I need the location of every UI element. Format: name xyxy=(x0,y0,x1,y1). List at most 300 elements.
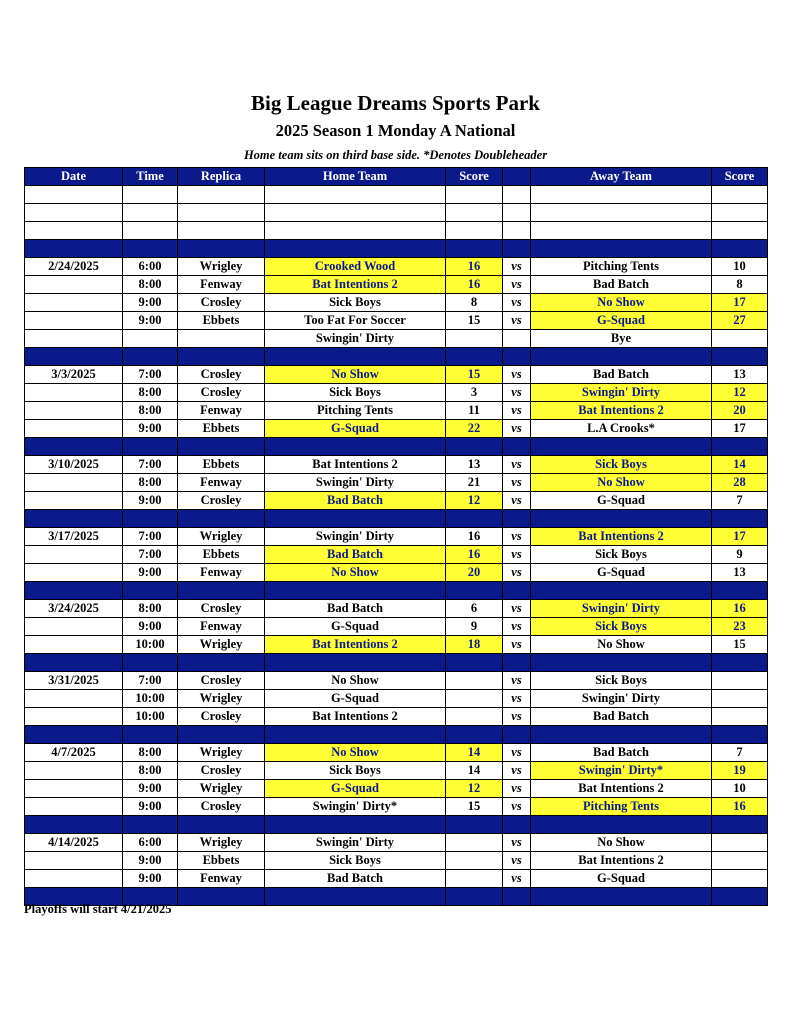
away-team-cell: Swingin' Dirty xyxy=(531,600,712,618)
vs-cell: vs xyxy=(503,492,531,510)
home-score-cell: 14 xyxy=(446,762,503,780)
date-cell xyxy=(25,330,123,348)
replica-cell: Crosley xyxy=(178,708,265,726)
vs-cell: vs xyxy=(503,600,531,618)
replica-cell: Crosley xyxy=(178,600,265,618)
blank-cell xyxy=(265,222,446,240)
blank-cell xyxy=(712,186,768,204)
separator-cell xyxy=(178,240,265,258)
separator-cell xyxy=(503,726,531,744)
away-score-cell: 19 xyxy=(712,762,768,780)
separator-cell xyxy=(712,816,768,834)
separator-cell xyxy=(531,510,712,528)
time-cell: 7:00 xyxy=(123,456,178,474)
header-home-team: Home Team xyxy=(265,168,446,186)
separator-cell xyxy=(503,510,531,528)
vs-cell: vs xyxy=(503,474,531,492)
home-score-cell xyxy=(446,834,503,852)
separator-cell xyxy=(446,654,503,672)
blank-cell xyxy=(712,222,768,240)
away-score-cell xyxy=(712,852,768,870)
away-team-cell: Sick Boys xyxy=(531,618,712,636)
away-team-cell: Swingin' Dirty xyxy=(531,384,712,402)
blank-cell xyxy=(123,222,178,240)
date-cell xyxy=(25,798,123,816)
time-cell: 9:00 xyxy=(123,852,178,870)
replica-cell: Ebbets xyxy=(178,312,265,330)
date-cell xyxy=(25,384,123,402)
game-row xyxy=(25,474,768,492)
away-team-cell: L.A Crooks* xyxy=(531,420,712,438)
replica-cell: Ebbets xyxy=(178,546,265,564)
replica-cell: Wrigley xyxy=(178,744,265,762)
separator-cell xyxy=(178,510,265,528)
vs-cell: vs xyxy=(503,384,531,402)
separator-cell xyxy=(123,510,178,528)
replica-cell: Fenway xyxy=(178,474,265,492)
away-score-cell: 27 xyxy=(712,312,768,330)
replica-cell: Crosley xyxy=(178,366,265,384)
home-team-cell: Bad Batch xyxy=(265,546,446,564)
replica-cell: Wrigley xyxy=(178,636,265,654)
header-row xyxy=(25,168,768,186)
separator-cell xyxy=(712,348,768,366)
away-team-cell: Swingin' Dirty xyxy=(531,690,712,708)
away-team-cell: Bat Intentions 2 xyxy=(531,528,712,546)
separator-cell xyxy=(503,582,531,600)
away-team-cell: Bad Batch xyxy=(531,708,712,726)
separator-row xyxy=(25,438,768,456)
blank-row xyxy=(25,186,768,204)
replica-cell: Ebbets xyxy=(178,456,265,474)
away-team-cell: Swingin' Dirty* xyxy=(531,762,712,780)
separator-cell xyxy=(265,510,446,528)
separator-cell xyxy=(531,816,712,834)
away-score-cell: 7 xyxy=(712,492,768,510)
blank-row xyxy=(25,222,768,240)
vs-cell: vs xyxy=(503,762,531,780)
home-team-cell: Bat Intentions 2 xyxy=(265,708,446,726)
game-row xyxy=(25,420,768,438)
time-cell: 9:00 xyxy=(123,294,178,312)
header-date: Date xyxy=(25,168,123,186)
away-score-cell: 16 xyxy=(712,600,768,618)
footer-note: Playoffs will start 4/21/2025 xyxy=(24,902,172,916)
schedule-body xyxy=(25,186,768,906)
blank-cell xyxy=(123,204,178,222)
separator-cell xyxy=(712,888,768,906)
replica-cell: Fenway xyxy=(178,402,265,420)
away-team-cell: Bat Intentions 2 xyxy=(531,402,712,420)
time-cell: 9:00 xyxy=(123,312,178,330)
home-team-cell: Bat Intentions 2 xyxy=(265,276,446,294)
separator-cell xyxy=(446,582,503,600)
separator-cell xyxy=(123,654,178,672)
vs-cell: vs xyxy=(503,690,531,708)
game-row xyxy=(25,762,768,780)
game-row xyxy=(25,780,768,798)
home-score-cell: 21 xyxy=(446,474,503,492)
away-team-cell: Bye xyxy=(531,330,712,348)
separator-cell xyxy=(123,438,178,456)
replica-cell: Fenway xyxy=(178,276,265,294)
game-row xyxy=(25,600,768,618)
date-cell xyxy=(25,492,123,510)
time-cell: 6:00 xyxy=(123,834,178,852)
separator-cell xyxy=(712,582,768,600)
home-score-cell: 16 xyxy=(446,276,503,294)
away-team-cell: Bat Intentions 2 xyxy=(531,852,712,870)
separator-cell xyxy=(25,438,123,456)
away-team-cell: Bad Batch xyxy=(531,276,712,294)
home-score-cell: 9 xyxy=(446,618,503,636)
game-row xyxy=(25,330,768,348)
vs-cell: vs xyxy=(503,276,531,294)
replica-cell xyxy=(178,330,265,348)
away-score-cell: 10 xyxy=(712,258,768,276)
away-score-cell xyxy=(712,330,768,348)
header-home-score: Score xyxy=(446,168,503,186)
home-team-cell: No Show xyxy=(265,366,446,384)
vs-cell: vs xyxy=(503,258,531,276)
home-team-cell: Bad Batch xyxy=(265,492,446,510)
game-row xyxy=(25,312,768,330)
replica-cell: Crosley xyxy=(178,762,265,780)
game-row xyxy=(25,834,768,852)
separator-cell xyxy=(531,654,712,672)
home-team-cell: G-Squad xyxy=(265,780,446,798)
date-cell: 4/7/2025 xyxy=(25,744,123,762)
date-cell xyxy=(25,762,123,780)
game-row xyxy=(25,564,768,582)
replica-cell: Crosley xyxy=(178,798,265,816)
time-cell: 9:00 xyxy=(123,870,178,888)
vs-cell: vs xyxy=(503,546,531,564)
blank-cell xyxy=(446,222,503,240)
blank-cell xyxy=(503,186,531,204)
vs-cell: vs xyxy=(503,456,531,474)
separator-cell xyxy=(25,582,123,600)
away-score-cell: 14 xyxy=(712,456,768,474)
time-cell: 9:00 xyxy=(123,492,178,510)
home-score-cell: 8 xyxy=(446,294,503,312)
separator-cell xyxy=(25,654,123,672)
away-score-cell: 9 xyxy=(712,546,768,564)
blank-cell xyxy=(265,186,446,204)
vs-cell: vs xyxy=(503,564,531,582)
separator-cell xyxy=(178,726,265,744)
home-team-cell: Swingin' Dirty xyxy=(265,474,446,492)
game-row xyxy=(25,798,768,816)
time-cell: 8:00 xyxy=(123,762,178,780)
separator-cell xyxy=(446,888,503,906)
away-score-cell: 17 xyxy=(712,420,768,438)
game-row xyxy=(25,402,768,420)
time-cell: 7:00 xyxy=(123,366,178,384)
separator-cell xyxy=(25,348,123,366)
separator-cell xyxy=(265,438,446,456)
game-row xyxy=(25,258,768,276)
game-row xyxy=(25,852,768,870)
blank-row xyxy=(25,204,768,222)
separator-cell xyxy=(25,816,123,834)
date-cell xyxy=(25,852,123,870)
separator-cell xyxy=(123,582,178,600)
time-cell: 8:00 xyxy=(123,384,178,402)
separator-cell xyxy=(123,348,178,366)
away-score-cell: 20 xyxy=(712,402,768,420)
replica-cell: Wrigley xyxy=(178,780,265,798)
away-team-cell: G-Squad xyxy=(531,492,712,510)
vs-cell: vs xyxy=(503,636,531,654)
date-cell: 4/14/2025 xyxy=(25,834,123,852)
separator-row xyxy=(25,510,768,528)
time-cell xyxy=(123,330,178,348)
separator-cell xyxy=(503,888,531,906)
separator-cell xyxy=(531,240,712,258)
blank-cell xyxy=(531,186,712,204)
blank-cell xyxy=(25,222,123,240)
separator-cell xyxy=(178,348,265,366)
page-note: Home team sits on third base side. *Denotes Doubleheader xyxy=(243,148,548,162)
replica-cell: Crosley xyxy=(178,384,265,402)
away-score-cell: 8 xyxy=(712,276,768,294)
home-team-cell: Swingin' Dirty* xyxy=(265,798,446,816)
home-score-cell: 13 xyxy=(446,456,503,474)
away-team-cell: Sick Boys xyxy=(531,456,712,474)
vs-cell: vs xyxy=(503,366,531,384)
time-cell: 7:00 xyxy=(123,546,178,564)
blank-cell xyxy=(123,186,178,204)
game-row xyxy=(25,744,768,762)
separator-cell xyxy=(178,816,265,834)
separator-cell xyxy=(178,888,265,906)
header-time: Time xyxy=(123,168,178,186)
separator-cell xyxy=(265,582,446,600)
game-row xyxy=(25,618,768,636)
away-score-cell: 23 xyxy=(712,618,768,636)
away-score-cell: 16 xyxy=(712,798,768,816)
away-team-cell: Bad Batch xyxy=(531,744,712,762)
home-score-cell xyxy=(446,852,503,870)
time-cell: 10:00 xyxy=(123,708,178,726)
away-team-cell: No Show xyxy=(531,474,712,492)
time-cell: 8:00 xyxy=(123,402,178,420)
date-cell: 3/31/2025 xyxy=(25,672,123,690)
vs-cell: vs xyxy=(503,618,531,636)
vs-cell: vs xyxy=(503,312,531,330)
home-team-cell: Bat Intentions 2 xyxy=(265,636,446,654)
time-cell: 7:00 xyxy=(123,528,178,546)
date-cell xyxy=(25,474,123,492)
separator-cell xyxy=(712,438,768,456)
vs-cell xyxy=(503,330,531,348)
separator-cell xyxy=(446,348,503,366)
home-team-cell: G-Squad xyxy=(265,690,446,708)
vs-cell: vs xyxy=(503,834,531,852)
away-team-cell: Bad Batch xyxy=(531,366,712,384)
time-cell: 9:00 xyxy=(123,564,178,582)
separator-cell xyxy=(712,510,768,528)
blank-cell xyxy=(178,204,265,222)
blank-cell xyxy=(531,222,712,240)
away-score-cell xyxy=(712,834,768,852)
away-score-cell xyxy=(712,870,768,888)
away-team-cell: Pitching Tents xyxy=(531,798,712,816)
separator-cell xyxy=(712,240,768,258)
date-cell xyxy=(25,618,123,636)
home-team-cell: Sick Boys xyxy=(265,762,446,780)
home-score-cell: 16 xyxy=(446,528,503,546)
home-team-cell: Sick Boys xyxy=(265,852,446,870)
vs-cell: vs xyxy=(503,870,531,888)
separator-cell xyxy=(265,888,446,906)
separator-cell xyxy=(178,654,265,672)
time-cell: 8:00 xyxy=(123,276,178,294)
away-score-cell: 10 xyxy=(712,780,768,798)
separator-row xyxy=(25,816,768,834)
separator-cell xyxy=(265,816,446,834)
away-score-cell: 28 xyxy=(712,474,768,492)
home-team-cell: No Show xyxy=(265,744,446,762)
separator-cell xyxy=(712,726,768,744)
away-team-cell: G-Squad xyxy=(531,870,712,888)
home-score-cell: 14 xyxy=(446,744,503,762)
separator-row xyxy=(25,582,768,600)
home-team-cell: Swingin' Dirty xyxy=(265,330,446,348)
game-row xyxy=(25,708,768,726)
away-score-cell: 13 xyxy=(712,564,768,582)
separator-cell xyxy=(446,510,503,528)
separator-cell xyxy=(531,438,712,456)
separator-cell xyxy=(531,348,712,366)
vs-cell: vs xyxy=(503,798,531,816)
vs-cell: vs xyxy=(503,708,531,726)
time-cell: 9:00 xyxy=(123,420,178,438)
away-score-cell: 15 xyxy=(712,636,768,654)
away-score-cell: 7 xyxy=(712,744,768,762)
separator-cell xyxy=(25,510,123,528)
date-cell: 3/10/2025 xyxy=(25,456,123,474)
home-score-cell xyxy=(446,690,503,708)
separator-cell xyxy=(531,726,712,744)
header-replica: Replica xyxy=(178,168,265,186)
game-row xyxy=(25,528,768,546)
vs-cell: vs xyxy=(503,528,531,546)
blank-cell xyxy=(531,204,712,222)
home-team-cell: Pitching Tents xyxy=(265,402,446,420)
away-score-cell xyxy=(712,690,768,708)
home-score-cell: 12 xyxy=(446,780,503,798)
home-score-cell xyxy=(446,672,503,690)
separator-cell xyxy=(178,438,265,456)
home-score-cell: 15 xyxy=(446,366,503,384)
replica-cell: Wrigley xyxy=(178,528,265,546)
time-cell: 8:00 xyxy=(123,600,178,618)
vs-cell: vs xyxy=(503,852,531,870)
home-score-cell: 20 xyxy=(446,564,503,582)
separator-cell xyxy=(265,348,446,366)
replica-cell: Wrigley xyxy=(178,258,265,276)
vs-cell: vs xyxy=(503,420,531,438)
replica-cell: Ebbets xyxy=(178,420,265,438)
separator-cell xyxy=(446,438,503,456)
home-team-cell: No Show xyxy=(265,672,446,690)
date-cell: 3/17/2025 xyxy=(25,528,123,546)
date-cell xyxy=(25,708,123,726)
blank-cell xyxy=(25,204,123,222)
date-cell: 3/3/2025 xyxy=(25,366,123,384)
home-team-cell: G-Squad xyxy=(265,618,446,636)
away-team-cell: Sick Boys xyxy=(531,546,712,564)
home-score-cell: 22 xyxy=(446,420,503,438)
away-score-cell: 17 xyxy=(712,528,768,546)
header-vs xyxy=(503,168,531,186)
vs-cell: vs xyxy=(503,294,531,312)
home-score-cell: 16 xyxy=(446,258,503,276)
home-score-cell xyxy=(446,330,503,348)
vs-cell: vs xyxy=(503,780,531,798)
game-row xyxy=(25,276,768,294)
home-team-cell: Sick Boys xyxy=(265,384,446,402)
away-team-cell: Pitching Tents xyxy=(531,258,712,276)
time-cell: 10:00 xyxy=(123,690,178,708)
away-team-cell: No Show xyxy=(531,636,712,654)
home-team-cell: Bad Batch xyxy=(265,870,446,888)
time-cell: 9:00 xyxy=(123,780,178,798)
date-cell: 3/24/2025 xyxy=(25,600,123,618)
game-row xyxy=(25,366,768,384)
home-score-cell: 6 xyxy=(446,600,503,618)
vs-cell: vs xyxy=(503,672,531,690)
separator-cell xyxy=(446,240,503,258)
page-title: Big League Dreams Sports Park xyxy=(251,91,540,115)
replica-cell: Ebbets xyxy=(178,852,265,870)
home-team-cell: No Show xyxy=(265,564,446,582)
game-row xyxy=(25,636,768,654)
replica-cell: Wrigley xyxy=(178,834,265,852)
time-cell: 6:00 xyxy=(123,258,178,276)
replica-cell: Crosley xyxy=(178,294,265,312)
away-score-cell xyxy=(712,672,768,690)
separator-row xyxy=(25,726,768,744)
schedule-table xyxy=(24,167,768,906)
away-team-cell: G-Squad xyxy=(531,312,712,330)
home-team-cell: Swingin' Dirty xyxy=(265,834,446,852)
home-score-cell xyxy=(446,870,503,888)
replica-cell: Crosley xyxy=(178,492,265,510)
separator-cell xyxy=(503,438,531,456)
date-cell xyxy=(25,546,123,564)
home-team-cell: G-Squad xyxy=(265,420,446,438)
time-cell: 9:00 xyxy=(123,618,178,636)
separator-cell xyxy=(178,582,265,600)
separator-cell xyxy=(265,726,446,744)
blank-cell xyxy=(712,204,768,222)
home-score-cell: 15 xyxy=(446,798,503,816)
blank-cell xyxy=(446,204,503,222)
blank-cell xyxy=(503,222,531,240)
date-cell xyxy=(25,276,123,294)
blank-cell xyxy=(178,222,265,240)
replica-cell: Wrigley xyxy=(178,690,265,708)
separator-cell xyxy=(265,240,446,258)
home-team-cell: Bad Batch xyxy=(265,600,446,618)
separator-cell xyxy=(123,240,178,258)
home-team-cell: Crooked Wood xyxy=(265,258,446,276)
blank-cell xyxy=(446,186,503,204)
home-team-cell: Sick Boys xyxy=(265,294,446,312)
